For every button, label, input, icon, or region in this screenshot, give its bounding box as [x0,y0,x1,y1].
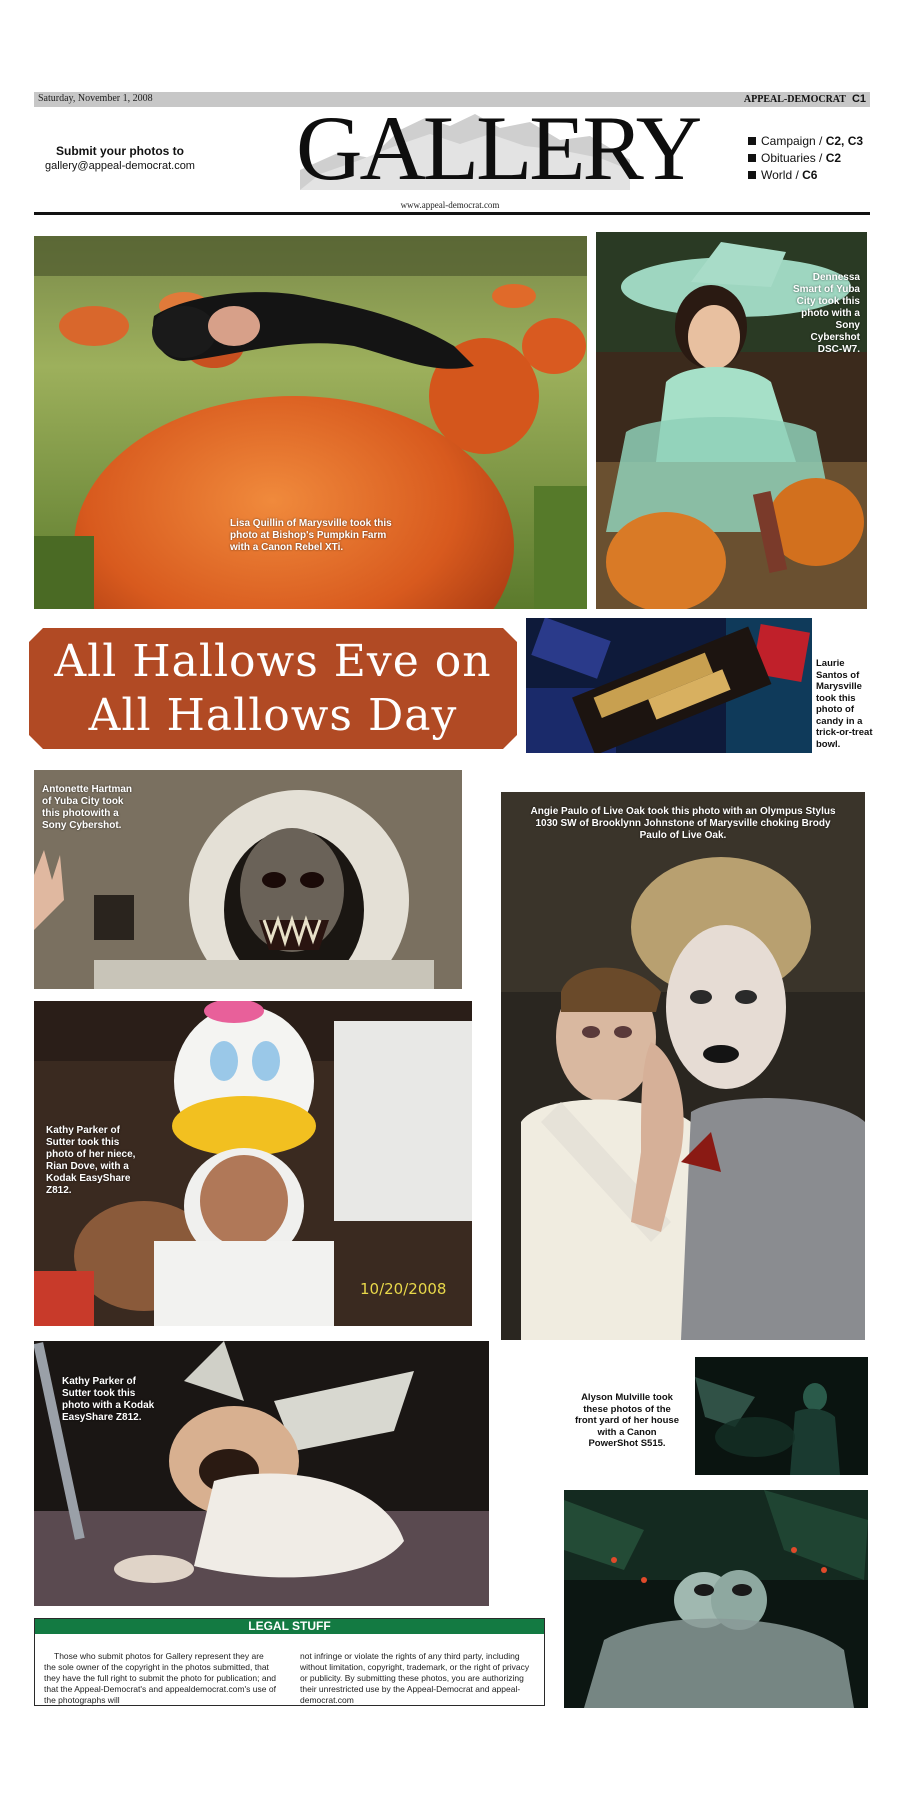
photo-baby-on-pumpkin [34,236,587,609]
photo-caption: Angie Paulo of Live Oak took this photo with an Olympus Stylus 1030 SW of Brooklynn Johnstone of Marysville choking Brody Paulo of Live Oak. [530,806,836,841]
paper-name-text: APPEAL-DEMOCRAT [743,94,846,105]
photo-yard-zombies [564,1490,868,1708]
index-pages: C2 [825,151,842,165]
bullet-square-icon [748,171,756,179]
index-pages: C2, C3 [825,134,864,148]
bullet-square-icon [748,154,756,162]
photo-candy-bowl [526,618,812,753]
photo-caption: Kathy Parker of Sutter took this photo with a Kodak EasyShare Z812. [62,1376,155,1423]
photo-bulldog-angel [34,1341,489,1606]
headline-line-1: All Hallows Eve on [54,636,492,687]
photo-caption-candy: Laurie Santos of Marysville took this photo of candy in a trick-or-treat bowl. [816,658,873,750]
photo-witch-girl [596,232,867,609]
legal-text-col-1: Those who submit photos for Gallery represent they are the sole owner of the copyright in the photos submitted, that they have the full right to submit the photo for publication; and that the Appeal-Democrat's and appealdemocrat.com's use of the photographs will [44,1651,277,1705]
issue-date: Saturday, November 1, 2008 [38,93,153,104]
index-label: Obituaries / [761,151,823,165]
site-url: www.appeal-democrat.com [400,200,500,210]
photo-art [501,792,865,1340]
photo-art [526,618,812,753]
header-rule [34,212,870,215]
legal-title: LEGAL STUFF [35,1619,544,1634]
headline [29,628,517,749]
index-item-world[interactable] [748,167,888,184]
masthead-title: GALLERY [296,97,700,199]
paper-name [744,93,866,105]
photo-caption-yard: Alyson Mulville took these photos of the front yard of her house with a Canon PowerShot S515. [575,1392,679,1449]
submit-email[interactable]: gallery@appeal-democrat.com [45,160,195,172]
photo-caption: Antonette Hartman of Yuba City took this photowith a Sony Cybershot. [42,784,133,831]
photo-zombies [501,792,865,1340]
index-label: World / [761,168,799,182]
photo-art [564,1490,868,1708]
photo-caption: Dennessa Smart of Yuba City took this photo with a Sony Cybershot DSC-W7. [792,272,860,355]
index-pages: C6 [802,168,818,182]
index-item-campaign[interactable] [748,133,888,150]
photo-caption: Lisa Quillin of Marysville took this photo at Bishop's Pumpkin Farm with a Canon Rebel XTi. [230,518,392,553]
photo-yard-ghost [695,1357,868,1475]
photo-duck-costume [34,1001,472,1326]
photo-art [695,1357,868,1475]
page-number: C1 [851,93,866,105]
index-label: Campaign / [761,134,823,148]
submit-photos-text: Submit your photos to [56,144,184,158]
index-item-obituaries[interactable] [748,150,888,167]
headline-line-2: All Hallows Day [88,690,458,741]
photo-skull-mask [34,770,462,989]
bullet-square-icon [748,137,756,145]
photo-date-stamp: 10/20/2008 [360,1280,447,1298]
legal-text-col-2: not infringe or violate the rights of any third party, including without limitation, copyright, trademark, or the right of privacy or publicity. By submitting these photos, you are authorizing their unrestricted use by the Appeal-Democrat and appeal-democrat.com [300,1651,530,1705]
photo-caption: Kathy Parker of Sutter took this photo of her niece, Rian Dove, with a Kodak EasyShare Z812. [46,1125,136,1196]
section-index [748,133,888,184]
